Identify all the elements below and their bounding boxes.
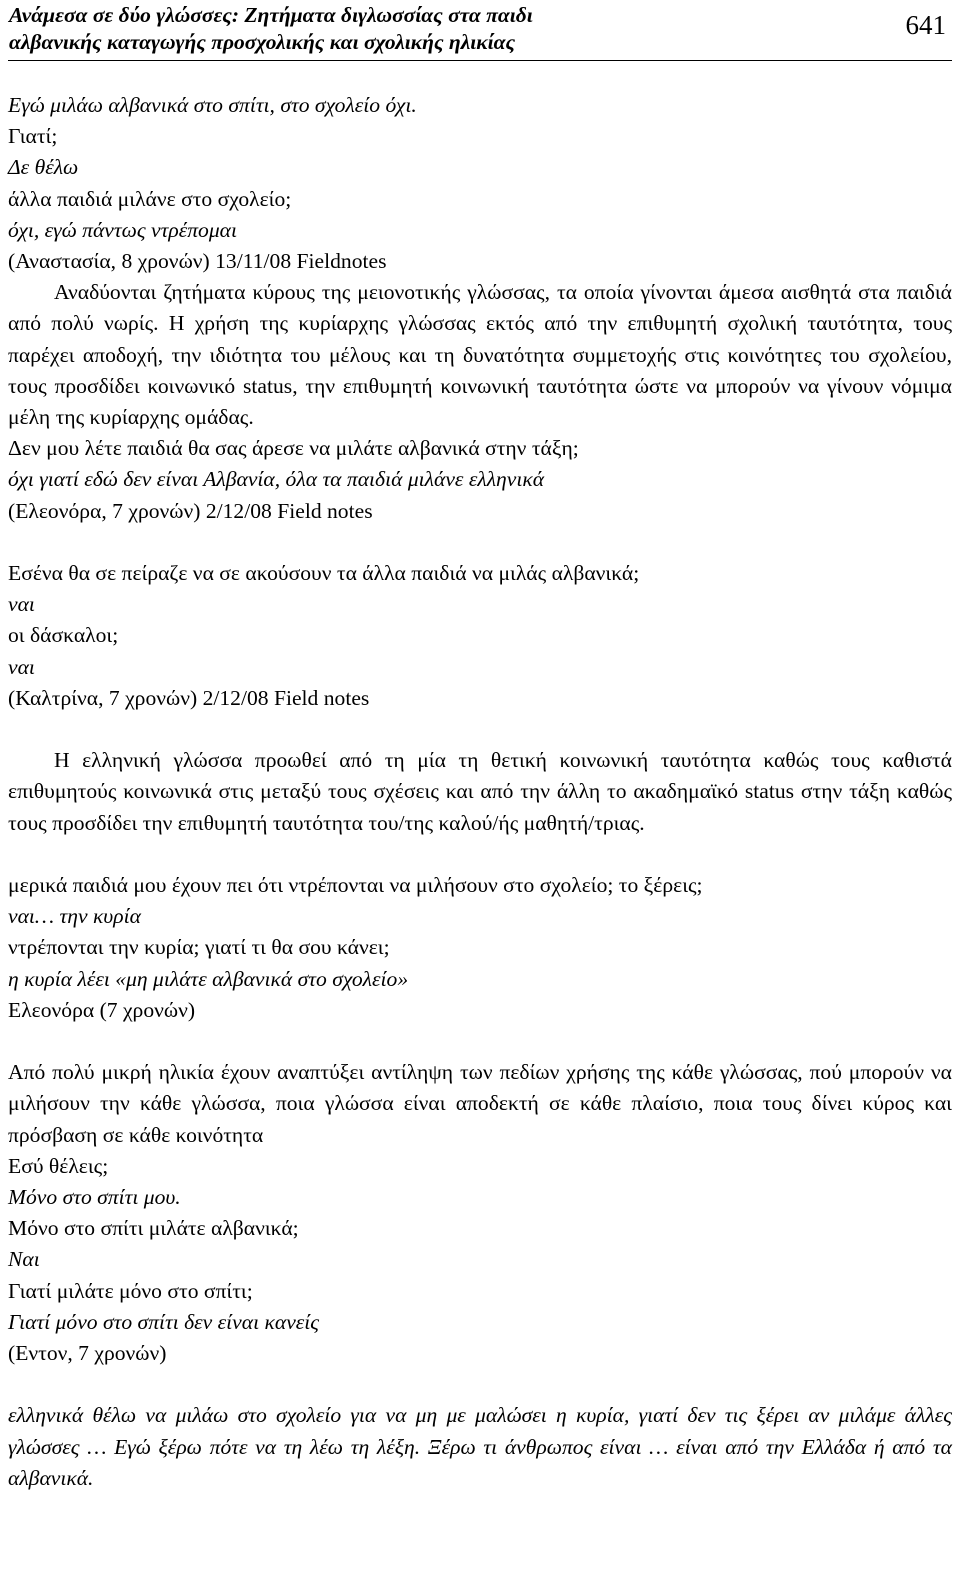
header-title-line-1: Ανάμεσα σε δύο γλώσσες: Ζητήματα διγλωσσίας στα παιδι: [9, 3, 533, 27]
header-title-line-2: αλβανικής καταγωγής προσχολικής και σχολικής ηλικίας: [9, 30, 516, 54]
page-number: 641: [905, 10, 946, 40]
source-citation: Ελεονόρα (7 χρονών): [8, 997, 196, 1022]
paragraph: Αναδύονται ζητήματα κύρους της μειονοτικής γλώσσας, τα οποία γίνονται άμεσα αισθητά στα παιδιά από πολύ νωρίς. Η χρήση της κυρίαρχης γλώσσας εκτός από την επιθυμητή σχολική ταυτότητα, τους παρέχει αποδοχή, την ιδιότητα του μέλους και τη δυνατότητα συμμετοχής στις κοινότητες του σχολείου, τους προσδίδει κοινωνικό status, την επιθυμητή κοινωνική ταυτότητα ώστε να μπορούν να γίνουν νόμιμα μέλη της κυρίαρχης ομάδας.: [8, 280, 952, 430]
spacer: [8, 527, 952, 558]
interview-line: ναι: [8, 654, 35, 679]
spacer: [8, 839, 952, 870]
source-citation: (Εντον, 7 χρονών): [8, 1341, 167, 1366]
interview-line: όχι γιατί εδώ δεν είναι Αλβανία, όλα τα παιδιά μιλάνε ελληνικά: [8, 467, 545, 492]
body-text: [8, 90, 952, 1494]
interview-line: Μόνο στο σπίτι μου.: [8, 1185, 181, 1210]
interview-line: Γιατί;: [8, 124, 58, 149]
interview-line: Μόνο στο σπίτι μιλάτε αλβανικά;: [8, 1216, 299, 1241]
interview-line: Δε θέλω: [8, 155, 79, 180]
spacer: [8, 1026, 952, 1057]
interview-line: Δεν μου λέτε παιδιά θα σας άρεσε να μιλάτε αλβανικά στην τάξη;: [8, 436, 579, 461]
spacer: [8, 1369, 952, 1400]
interview-line: Ναι: [8, 1247, 40, 1272]
interview-line: ντρέπονται την κυρία; γιατί τι θα σου κάνει;: [8, 935, 390, 960]
interview-quote: ελληνικά θέλω να μιλάω στο σχολείο για να μη με μαλώσει η κυρία, γιατί δεν τις ξέρει αν μιλάμε άλλες γλώσσες … Εγώ ξέρω πότε να τη λέω τη λέξη. Ξέρω τι άνθρωπος είναι … είναι από την Ελλάδα ή από τα αλβανικά.: [8, 1403, 952, 1490]
interview-line: Εσένα θα σε πείραζε να σε ακούσουν τα άλλα παιδιά να μιλάς αλβανικά;: [8, 561, 640, 586]
running-header: [9, 2, 949, 56]
interview-line: οι δάσκαλοι;: [8, 623, 119, 648]
source-citation: (Ελεονόρα, 7 χρονών) 2/12/08 Field notes: [8, 498, 373, 523]
interview-line: Γιατί μιλάτε μόνο στο σπίτι;: [8, 1278, 253, 1303]
paragraph: Η ελληνική γλώσσα προωθεί από τη μία τη θετική κοινωνική ταυτότητα καθώς τους καθιστά επιθυμητούς κοινωνικά στις μεταξύ τους σχέσεις και από την άλλη το ακαδημαϊκό status στην τάξη καθώς τους προσδίδει την επιθυμητή ταυτότητα του/της καλού/ής μαθητή/τριας.: [8, 748, 952, 835]
interview-line: μερικά παιδιά μου έχουν πει ότι ντρέπονται να μιλήσουν στο σχολείο; το ξέρεις;: [8, 873, 703, 898]
paragraph: Από πολύ μικρή ηλικία έχουν αναπτύξει αντίληψη των πεδίων χρήσης της κάθε γλώσσας, πού μπορούν να μιλήσουν την κάθε γλώσσα, ποια γλώσσα είναι αποδεκτή σε κάθε πλαίσιο, ποια τους δίνει κύρος και πρόσβαση σε κάθε κοινότητα: [8, 1060, 952, 1147]
source-citation: (Καλτρίνα, 7 χρονών) 2/12/08 Field notes: [8, 685, 370, 710]
interview-line: ναι… την κυρία: [8, 904, 141, 929]
spacer: [8, 714, 952, 745]
header-rule: [8, 60, 952, 61]
interview-line: άλλα παιδιά μιλάνε στο σχολείο;: [8, 186, 292, 211]
interview-line: Εγώ μιλάω αλβανικά στο σπίτι, στο σχολείο όχι.: [8, 93, 417, 117]
interview-line: Γιατί μόνο στο σπίτι δεν είναι κανείς: [8, 1309, 320, 1334]
interview-line: Εσύ θέλεις;: [8, 1153, 109, 1178]
interview-line: ναι: [8, 592, 35, 617]
interview-line: η κυρία λέει «μη μιλάτε αλβανικά στο σχολείο»: [8, 966, 409, 991]
interview-line: όχι, εγώ πάντως ντρέπομαι: [8, 217, 237, 242]
source-citation: (Αναστασία, 8 χρονών) 13/11/08 Fieldnotes: [8, 249, 387, 274]
